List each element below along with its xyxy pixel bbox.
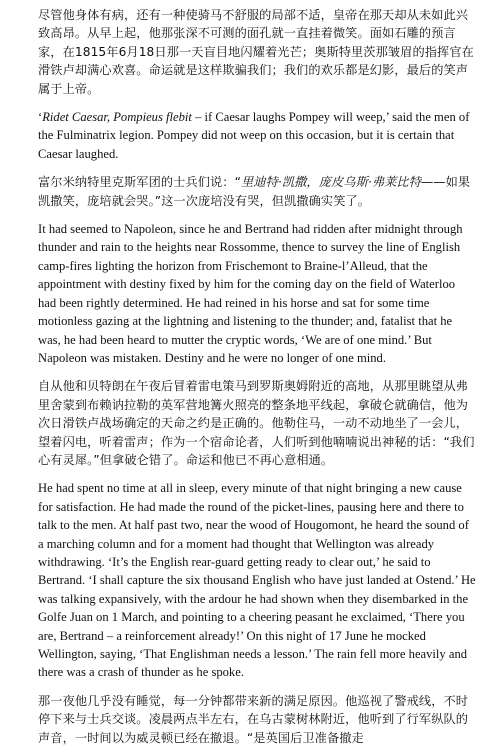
- text-run: He had spent no time at all in sleep, every minute of that night bringing a new cause for satisfaction. He had made the round of the picket-lines, pausing here and there to talk to the men. At half past two, near the wood of Hougomont, he heard the sound of a marching column and for a moment had thought that Wellington was already withdrawing. ‘It’s the English rear-guard getting ready to clear out,’ he said to Bertrand. ‘I shall capture the six thousand English who have just landed at Ostend.’ He was talking expansively, with the ardour he had shown when they disembarked in the Golfe Juan on 1 March, and pointing to a cheering peasant he exclaimed, ‘There you are, Bertrand – a reinforcement already!’ On this night of 17 June he mocked Wellington, saying, ‘That Englishman needs a lesson.’ The rain fell more heavily and there was a crash of thunder as he spoke.: [38, 481, 476, 680]
- chinese-paragraph-5: [38, 377, 476, 469]
- text-run: ——如果凯撒笑，庞培就会哭。”这一次庞培没有哭，但凯撒确实笑了。: [38, 175, 471, 208]
- english-paragraph-6: [38, 479, 476, 681]
- chinese-paragraph-7: [38, 692, 476, 747]
- chinese-paragraph-3: [38, 173, 476, 210]
- english-paragraph-2: [38, 108, 476, 163]
- text-run: – if Caesar laughs Pompey will weep,’ said the men of the Fulminatrix legion. Pompey did not weep on this occasion, but it is certain that Caesar laughed.: [38, 110, 470, 161]
- chinese-paragraph-1: [38, 6, 476, 98]
- text-run: 自从他和贝特朗在午夜后冒着雷电策马到罗斯奥姆附近的高地，从那里眺望从弗里舍蒙到布赖讷拉勒的英军营地篝火照亮的整条地平线起，拿破仑就确信，他为次日滑铁卢战场确定的天命之约是正确的。他勒住马，一动不动地坐了一会儿，望着闪电，听着雷声；作为一个宿命论者，人们听到他喃喃说出神秘的话：“我们心有灵犀。”但拿破仑错了。命运和他已不再心意相通。: [38, 379, 475, 467]
- text-run: Ridet Caesar, Pompieus flebit: [42, 110, 192, 125]
- english-paragraph-4: [38, 220, 476, 367]
- text-run: 里迪特·凯撒，庞皮乌斯·弗莱比特: [241, 175, 421, 190]
- text-run: 富尔米纳特里克斯军团的士兵们说：“: [38, 175, 242, 190]
- text-run: It had seemed to Napoleon, since he and Bertrand had ridden after midnight through thunder and rain to the heights near Rossomme, thence to survey the line of English camp-fires lighting the horizon from Frischemont to Braine-l’Alleud, that the appointment with destiny fixed by him for the coming day on the field of Waterloo had been rightly determined. He had reined in his horse and sat for some time motionless gazing at the lightning and listening to the thunder; and, fatalist that he was, he had been heard to mutter the cryptic words, ‘We are of one mind.’ But Napoleon was mistaken. Destiny and he were no longer of one mind.: [38, 222, 463, 365]
- text-run: 那一夜他几乎没有睡觉，每一分钟都带来新的满足原因。他巡视了警戒线，不时停下来与士兵交谈。凌晨两点半左右，在乌古蒙树林附近，他听到了行军纵队的声音，一时间以为威灵顿已经在撤退。“是英国后卫准备撤走: [38, 693, 469, 745]
- text-run: ‘: [38, 110, 43, 125]
- text-run: 尽管他身体有病，还有一种使骑马不舒服的局部不适，皇帝在那天却从未如此兴致高昂。从早上起，他那张深不可测的面孔就一直挂着微笑。面如石雕的预言家，在1815年6月18日那一天盲目地闪耀着光芒；奥斯特里茨那皱眉的指挥官在滑铁卢却满心欢喜。命运就是这样欺骗我们；我们的欢乐都是幻影，最后的笑声属于上帝。: [38, 8, 474, 96]
